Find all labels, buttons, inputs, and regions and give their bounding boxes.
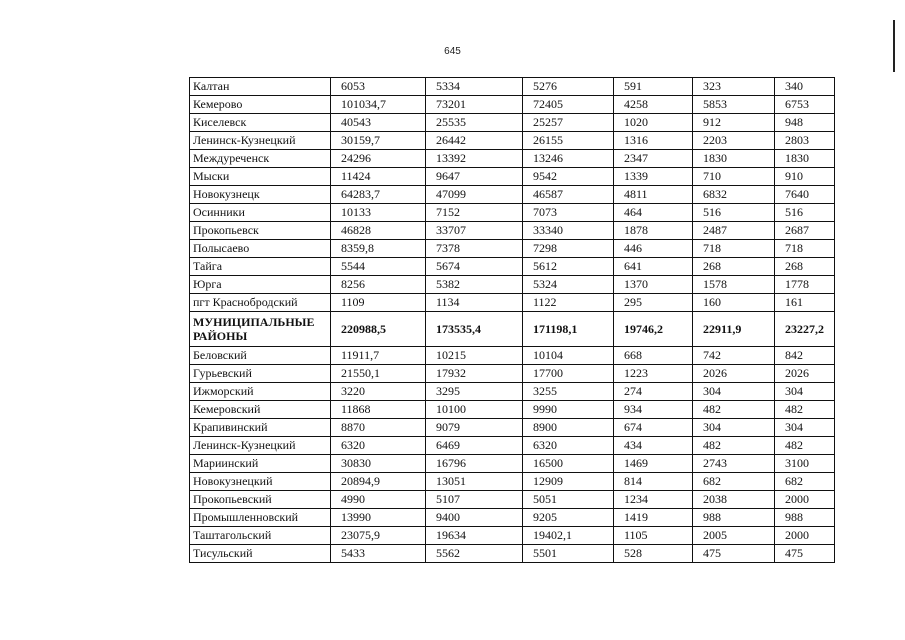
row-name-cell: Кемеровский bbox=[190, 401, 331, 419]
value-cell: 40543 bbox=[331, 114, 426, 132]
value-cell: 5324 bbox=[523, 276, 614, 294]
table-body bbox=[190, 78, 835, 563]
value-cell: 5562 bbox=[426, 545, 523, 563]
value-cell: 11424 bbox=[331, 168, 426, 186]
row-name-cell: Киселевск bbox=[190, 114, 331, 132]
value-cell: 1105 bbox=[614, 527, 693, 545]
value-cell: 23075,9 bbox=[331, 527, 426, 545]
table-row bbox=[190, 150, 835, 168]
value-cell: 19402,1 bbox=[523, 527, 614, 545]
table-row bbox=[190, 491, 835, 509]
value-cell: 1223 bbox=[614, 365, 693, 383]
value-cell: 304 bbox=[775, 383, 835, 401]
value-cell: 17932 bbox=[426, 365, 523, 383]
value-cell: 516 bbox=[775, 204, 835, 222]
row-name-cell: Новокузнецкий bbox=[190, 473, 331, 491]
row-name-cell: Юрга bbox=[190, 276, 331, 294]
value-cell: 1316 bbox=[614, 132, 693, 150]
value-cell: 7378 bbox=[426, 240, 523, 258]
row-name-cell: Прокопьевск bbox=[190, 222, 331, 240]
value-cell: 6320 bbox=[523, 437, 614, 455]
value-cell: 3220 bbox=[331, 383, 426, 401]
data-table bbox=[189, 77, 835, 563]
value-cell: 9079 bbox=[426, 419, 523, 437]
value-cell: 13246 bbox=[523, 150, 614, 168]
row-name-cell: Новокузнецк bbox=[190, 186, 331, 204]
value-cell: 340 bbox=[775, 78, 835, 96]
value-cell: 948 bbox=[775, 114, 835, 132]
row-name-cell: Прокопьевский bbox=[190, 491, 331, 509]
value-cell: 7152 bbox=[426, 204, 523, 222]
value-cell: 26155 bbox=[523, 132, 614, 150]
value-cell: 173535,4 bbox=[426, 312, 523, 347]
value-cell: 482 bbox=[775, 437, 835, 455]
value-cell: 17700 bbox=[523, 365, 614, 383]
value-cell: 8256 bbox=[331, 276, 426, 294]
value-cell: 10133 bbox=[331, 204, 426, 222]
value-cell: 482 bbox=[693, 401, 775, 419]
value-cell: 73201 bbox=[426, 96, 523, 114]
value-cell: 5382 bbox=[426, 276, 523, 294]
row-name-cell: Мариинский bbox=[190, 455, 331, 473]
table-row bbox=[190, 347, 835, 365]
value-cell: 1830 bbox=[775, 150, 835, 168]
value-cell: 1122 bbox=[523, 294, 614, 312]
value-cell: 268 bbox=[693, 258, 775, 276]
value-cell: 171198,1 bbox=[523, 312, 614, 347]
value-cell: 464 bbox=[614, 204, 693, 222]
value-cell: 8900 bbox=[523, 419, 614, 437]
value-cell: 11868 bbox=[331, 401, 426, 419]
value-cell: 1134 bbox=[426, 294, 523, 312]
row-name-cell: Беловский bbox=[190, 347, 331, 365]
value-cell: 274 bbox=[614, 383, 693, 401]
table-row bbox=[190, 419, 835, 437]
value-cell: 1469 bbox=[614, 455, 693, 473]
value-cell: 16500 bbox=[523, 455, 614, 473]
value-cell: 1339 bbox=[614, 168, 693, 186]
value-cell: 8359,8 bbox=[331, 240, 426, 258]
value-cell: 2803 bbox=[775, 132, 835, 150]
value-cell: 912 bbox=[693, 114, 775, 132]
value-cell: 2026 bbox=[775, 365, 835, 383]
value-cell: 710 bbox=[693, 168, 775, 186]
value-cell: 295 bbox=[614, 294, 693, 312]
value-cell: 5501 bbox=[523, 545, 614, 563]
value-cell: 5674 bbox=[426, 258, 523, 276]
value-cell: 72405 bbox=[523, 96, 614, 114]
value-cell: 1370 bbox=[614, 276, 693, 294]
value-cell: 674 bbox=[614, 419, 693, 437]
row-name-cell: Мыски bbox=[190, 168, 331, 186]
value-cell: 718 bbox=[775, 240, 835, 258]
value-cell: 1234 bbox=[614, 491, 693, 509]
value-cell: 6053 bbox=[331, 78, 426, 96]
value-cell: 2000 bbox=[775, 527, 835, 545]
row-name-cell: Кемерово bbox=[190, 96, 331, 114]
value-cell: 1778 bbox=[775, 276, 835, 294]
value-cell: 9647 bbox=[426, 168, 523, 186]
value-cell: 2005 bbox=[693, 527, 775, 545]
value-cell: 46828 bbox=[331, 222, 426, 240]
value-cell: 13051 bbox=[426, 473, 523, 491]
table-row bbox=[190, 312, 835, 347]
value-cell: 5544 bbox=[331, 258, 426, 276]
value-cell: 475 bbox=[775, 545, 835, 563]
value-cell: 2203 bbox=[693, 132, 775, 150]
table-row bbox=[190, 455, 835, 473]
value-cell: 434 bbox=[614, 437, 693, 455]
value-cell: 304 bbox=[775, 419, 835, 437]
value-cell: 668 bbox=[614, 347, 693, 365]
value-cell: 2038 bbox=[693, 491, 775, 509]
value-cell: 323 bbox=[693, 78, 775, 96]
value-cell: 5853 bbox=[693, 96, 775, 114]
value-cell: 268 bbox=[775, 258, 835, 276]
table-row bbox=[190, 401, 835, 419]
value-cell: 5433 bbox=[331, 545, 426, 563]
row-name-cell: МУНИЦИПАЛЬНЫЕ РАЙОНЫ bbox=[190, 312, 331, 347]
row-name-cell: Осинники bbox=[190, 204, 331, 222]
value-cell: 842 bbox=[775, 347, 835, 365]
value-cell: 5276 bbox=[523, 78, 614, 96]
value-cell: 5051 bbox=[523, 491, 614, 509]
value-cell: 30159,7 bbox=[331, 132, 426, 150]
table-row bbox=[190, 258, 835, 276]
value-cell: 220988,5 bbox=[331, 312, 426, 347]
row-name-cell: Ленинск-Кузнецкий bbox=[190, 437, 331, 455]
value-cell: 641 bbox=[614, 258, 693, 276]
value-cell: 2000 bbox=[775, 491, 835, 509]
row-name-cell: пгт Краснобродский bbox=[190, 294, 331, 312]
row-name-cell: Гурьевский bbox=[190, 365, 331, 383]
value-cell: 47099 bbox=[426, 186, 523, 204]
table-row bbox=[190, 114, 835, 132]
value-cell: 160 bbox=[693, 294, 775, 312]
value-cell: 30830 bbox=[331, 455, 426, 473]
value-cell: 910 bbox=[775, 168, 835, 186]
value-cell: 22911,9 bbox=[693, 312, 775, 347]
table-row bbox=[190, 527, 835, 545]
value-cell: 6832 bbox=[693, 186, 775, 204]
value-cell: 7298 bbox=[523, 240, 614, 258]
page-number: 645 bbox=[444, 46, 461, 57]
value-cell: 2687 bbox=[775, 222, 835, 240]
page-edge-line bbox=[893, 20, 895, 72]
table-row bbox=[190, 96, 835, 114]
row-name-cell: Междуреченск bbox=[190, 150, 331, 168]
value-cell: 1830 bbox=[693, 150, 775, 168]
value-cell: 516 bbox=[693, 204, 775, 222]
value-cell: 21550,1 bbox=[331, 365, 426, 383]
table-row bbox=[190, 365, 835, 383]
row-name-cell: Ленинск-Кузнецкий bbox=[190, 132, 331, 150]
value-cell: 12909 bbox=[523, 473, 614, 491]
value-cell: 9990 bbox=[523, 401, 614, 419]
table-row bbox=[190, 186, 835, 204]
table-row bbox=[190, 383, 835, 401]
value-cell: 4990 bbox=[331, 491, 426, 509]
value-cell: 1109 bbox=[331, 294, 426, 312]
value-cell: 304 bbox=[693, 419, 775, 437]
row-name-cell: Тайга bbox=[190, 258, 331, 276]
value-cell: 3295 bbox=[426, 383, 523, 401]
value-cell: 2347 bbox=[614, 150, 693, 168]
value-cell: 6320 bbox=[331, 437, 426, 455]
value-cell: 4811 bbox=[614, 186, 693, 204]
value-cell: 988 bbox=[775, 509, 835, 527]
value-cell: 6469 bbox=[426, 437, 523, 455]
table-row bbox=[190, 204, 835, 222]
value-cell: 7073 bbox=[523, 204, 614, 222]
value-cell: 10104 bbox=[523, 347, 614, 365]
value-cell: 101034,7 bbox=[331, 96, 426, 114]
value-cell: 718 bbox=[693, 240, 775, 258]
row-name-cell: Полысаево bbox=[190, 240, 331, 258]
value-cell: 24296 bbox=[331, 150, 426, 168]
value-cell: 2487 bbox=[693, 222, 775, 240]
value-cell: 9542 bbox=[523, 168, 614, 186]
value-cell: 25257 bbox=[523, 114, 614, 132]
value-cell: 4258 bbox=[614, 96, 693, 114]
table-row bbox=[190, 168, 835, 186]
row-name-cell: Калтан bbox=[190, 78, 331, 96]
table-row bbox=[190, 294, 835, 312]
value-cell: 8870 bbox=[331, 419, 426, 437]
table-row bbox=[190, 276, 835, 294]
value-cell: 591 bbox=[614, 78, 693, 96]
value-cell: 5334 bbox=[426, 78, 523, 96]
value-cell: 3100 bbox=[775, 455, 835, 473]
value-cell: 304 bbox=[693, 383, 775, 401]
row-name-cell: Таштагольский bbox=[190, 527, 331, 545]
value-cell: 19634 bbox=[426, 527, 523, 545]
value-cell: 482 bbox=[775, 401, 835, 419]
value-cell: 3255 bbox=[523, 383, 614, 401]
value-cell: 10100 bbox=[426, 401, 523, 419]
value-cell: 64283,7 bbox=[331, 186, 426, 204]
value-cell: 814 bbox=[614, 473, 693, 491]
value-cell: 2026 bbox=[693, 365, 775, 383]
value-cell: 528 bbox=[614, 545, 693, 563]
value-cell: 682 bbox=[775, 473, 835, 491]
row-name-cell: Ижморский bbox=[190, 383, 331, 401]
value-cell: 46587 bbox=[523, 186, 614, 204]
table-row bbox=[190, 545, 835, 563]
value-cell: 11911,7 bbox=[331, 347, 426, 365]
value-cell: 9400 bbox=[426, 509, 523, 527]
value-cell: 1878 bbox=[614, 222, 693, 240]
value-cell: 5107 bbox=[426, 491, 523, 509]
value-cell: 13990 bbox=[331, 509, 426, 527]
table-row bbox=[190, 509, 835, 527]
row-name-cell: Крапивинский bbox=[190, 419, 331, 437]
value-cell: 6753 bbox=[775, 96, 835, 114]
value-cell: 446 bbox=[614, 240, 693, 258]
value-cell: 10215 bbox=[426, 347, 523, 365]
table-row bbox=[190, 437, 835, 455]
value-cell: 682 bbox=[693, 473, 775, 491]
value-cell: 482 bbox=[693, 437, 775, 455]
value-cell: 25535 bbox=[426, 114, 523, 132]
value-cell: 1020 bbox=[614, 114, 693, 132]
table-row bbox=[190, 473, 835, 491]
value-cell: 13392 bbox=[426, 150, 523, 168]
value-cell: 988 bbox=[693, 509, 775, 527]
table-row bbox=[190, 222, 835, 240]
value-cell: 33707 bbox=[426, 222, 523, 240]
row-name-cell: Тисульский bbox=[190, 545, 331, 563]
value-cell: 16796 bbox=[426, 455, 523, 473]
value-cell: 742 bbox=[693, 347, 775, 365]
row-name-cell: Промышленновский bbox=[190, 509, 331, 527]
value-cell: 2743 bbox=[693, 455, 775, 473]
value-cell: 1419 bbox=[614, 509, 693, 527]
value-cell: 7640 bbox=[775, 186, 835, 204]
value-cell: 20894,9 bbox=[331, 473, 426, 491]
value-cell: 9205 bbox=[523, 509, 614, 527]
value-cell: 161 bbox=[775, 294, 835, 312]
table-row bbox=[190, 132, 835, 150]
value-cell: 33340 bbox=[523, 222, 614, 240]
value-cell: 475 bbox=[693, 545, 775, 563]
value-cell: 934 bbox=[614, 401, 693, 419]
value-cell: 23227,2 bbox=[775, 312, 835, 347]
value-cell: 19746,2 bbox=[614, 312, 693, 347]
value-cell: 1578 bbox=[693, 276, 775, 294]
table-row bbox=[190, 240, 835, 258]
table-row bbox=[190, 78, 835, 96]
value-cell: 5612 bbox=[523, 258, 614, 276]
value-cell: 26442 bbox=[426, 132, 523, 150]
